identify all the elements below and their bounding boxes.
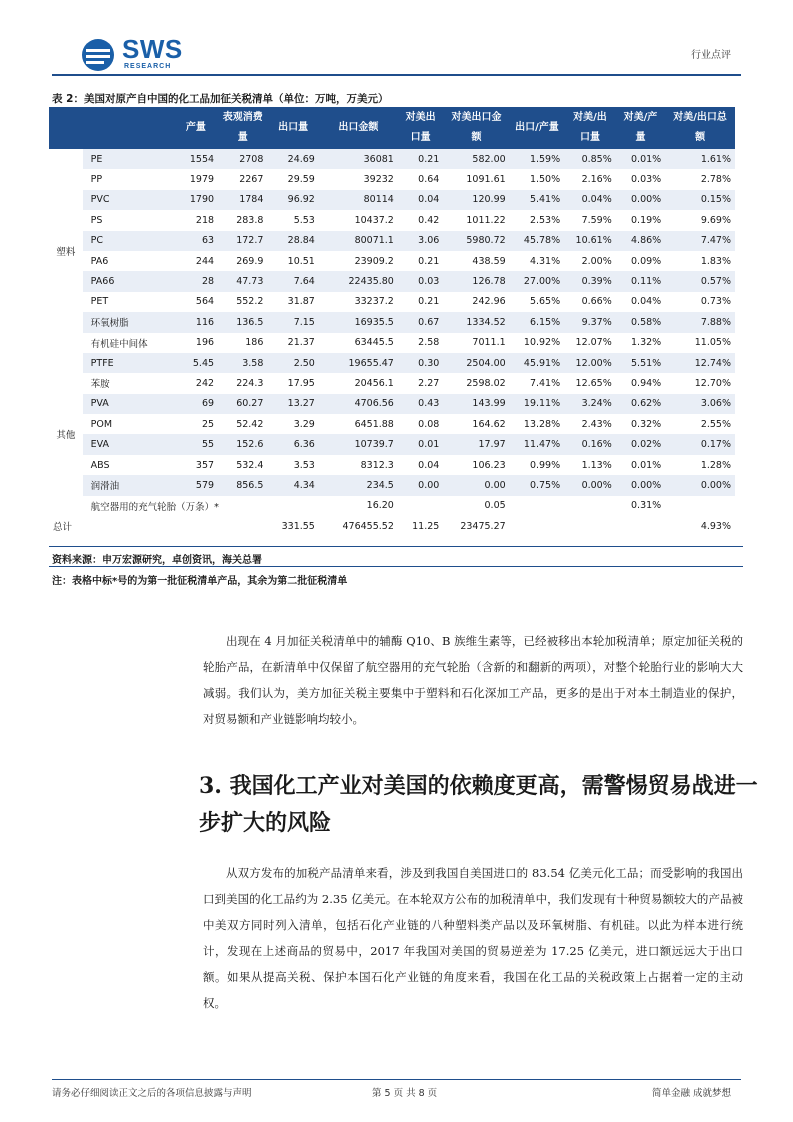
product-cell: 润滑油: [83, 475, 174, 495]
value-cell: 5.53: [267, 210, 318, 230]
value-cell: 4.93%: [665, 516, 735, 536]
value-cell: 0.57%: [665, 271, 735, 291]
table-title: 表 2：美国对原产自中国的化工品加征关税清单（单位：万吨，万美元）: [52, 93, 389, 105]
value-cell: 5.65%: [510, 292, 564, 312]
value-cell: 12.70%: [665, 373, 735, 393]
value-cell: 3.24%: [564, 394, 616, 414]
value-cell: 0.01: [398, 434, 443, 454]
value-cell: 0.09%: [616, 251, 665, 271]
value-cell: 579: [174, 475, 218, 495]
header-cell: 出口量: [267, 107, 318, 149]
section-heading: 3. 我国化工产业对美国的依赖度更高，需警惕贸易战进一步扩大的风险: [199, 773, 758, 836]
value-cell: 0.04: [398, 455, 443, 475]
value-cell: 0.58%: [616, 312, 665, 332]
value-cell: 172.7: [218, 231, 267, 251]
value-cell: 9.37%: [564, 312, 616, 332]
value-cell: 47.73: [218, 271, 267, 291]
value-cell: 3.06%: [665, 394, 735, 414]
value-cell: 13.28%: [510, 414, 564, 434]
value-cell: 25: [174, 414, 218, 434]
value-cell: [564, 516, 616, 536]
value-cell: 0.04%: [616, 292, 665, 312]
value-cell: 136.5: [218, 312, 267, 332]
value-cell: 0.00%: [616, 190, 665, 210]
value-cell: 0.62%: [616, 394, 665, 414]
footer-disclaimer: 请务必仔细阅读正文之后的各项信息披露与声明: [52, 1088, 252, 1099]
product-cell: PS: [83, 210, 174, 230]
product-cell: 有机硅中间体: [83, 333, 174, 353]
value-cell: 0.03%: [616, 169, 665, 189]
value-cell: 186: [218, 333, 267, 353]
value-cell: 12.07%: [564, 333, 616, 353]
value-cell: 0.08: [398, 414, 443, 434]
value-cell: 552.2: [218, 292, 267, 312]
value-cell: 7.15: [267, 312, 318, 332]
value-cell: 10739.7: [319, 434, 398, 454]
value-cell: 3.53: [267, 455, 318, 475]
value-cell: 116: [174, 312, 218, 332]
table-row: [49, 475, 743, 495]
value-cell: 0.39%: [564, 271, 616, 291]
value-cell: 1.61%: [665, 149, 735, 169]
value-cell: 0.42: [398, 210, 443, 230]
value-cell: 10.92%: [510, 333, 564, 353]
value-cell: 4.86%: [616, 231, 665, 251]
value-cell: 0.16%: [564, 434, 616, 454]
value-cell: 80114: [319, 190, 398, 210]
value-cell: 1.13%: [564, 455, 616, 475]
value-cell: 69: [174, 394, 218, 414]
value-cell: 152.6: [218, 434, 267, 454]
value-cell: 7.59%: [564, 210, 616, 230]
value-cell: 2598.02: [443, 373, 509, 393]
value-cell: 6.36: [267, 434, 318, 454]
value-cell: 27.00%: [510, 271, 564, 291]
value-cell: 4.34: [267, 475, 318, 495]
table-source: 资料来源：申万宏源研究，卓创资讯，海关总署: [52, 555, 262, 566]
value-cell: 16.20: [319, 496, 398, 516]
value-cell: 224.3: [218, 373, 267, 393]
header-cell: 对美/产量: [616, 107, 665, 149]
table-note: 注：表格中标*号的为第一批征税清单产品，其余为第二批征税清单: [52, 576, 348, 587]
tariff-table: [49, 107, 743, 536]
value-cell: 23909.2: [319, 251, 398, 271]
value-cell: 0.04%: [564, 190, 616, 210]
value-cell: 12.74%: [665, 353, 735, 373]
value-cell: 244: [174, 251, 218, 271]
table-row: [49, 271, 743, 291]
table-row: [49, 190, 743, 210]
product-cell: POM: [83, 414, 174, 434]
table-row: [49, 251, 743, 271]
value-cell: 0.67: [398, 312, 443, 332]
value-cell: 2.27: [398, 373, 443, 393]
paragraph-1: 出现在 4 月加征关税清单中的辅酶 Q10、B 族维生素等，已经被移出本轮加税清单；原定加征关税的轮胎产品，在新清单中仅保留了航空器用的充气轮胎（含新的和翻新的两项），对整个轮胎行业的影响大大减弱。我们认为，美方加征关税主要集中于塑料和石化深加工产品，更多的是出于对本土制造业的保护，对贸易额和产业链影响均较小。: [203, 634, 743, 726]
value-cell: 5.51%: [616, 353, 665, 373]
table-row: [49, 414, 743, 434]
value-cell: 12.65%: [564, 373, 616, 393]
page-number: 第 5 页 共 8 页: [372, 1088, 438, 1099]
value-cell: 52.42: [218, 414, 267, 434]
table-header-row: [49, 107, 743, 149]
value-cell: 106.23: [443, 455, 509, 475]
value-cell: 476455.52: [319, 516, 398, 536]
value-cell: 11.47%: [510, 434, 564, 454]
value-cell: 0.01%: [616, 455, 665, 475]
value-cell: 29.59: [267, 169, 318, 189]
value-cell: 2708: [218, 149, 267, 169]
value-cell: 0.99%: [510, 455, 564, 475]
table-row-total: [49, 516, 743, 536]
product-cell: ABS: [83, 455, 174, 475]
value-cell: 10.61%: [564, 231, 616, 251]
value-cell: 2267: [218, 169, 267, 189]
value-cell: 0.11%: [616, 271, 665, 291]
table-row: [49, 434, 743, 454]
value-cell: 45.91%: [510, 353, 564, 373]
value-cell: 234.5: [319, 475, 398, 495]
value-cell: [616, 516, 665, 536]
value-cell: 45.78%: [510, 231, 564, 251]
value-cell: 0.00%: [665, 475, 735, 495]
value-cell: 7011.1: [443, 333, 509, 353]
product-cell: PVC: [83, 190, 174, 210]
value-cell: 1.28%: [665, 455, 735, 475]
value-cell: 0.05: [443, 496, 509, 516]
footer-slogan: 简单金融 成就梦想: [651, 1088, 731, 1099]
table-row: [49, 292, 743, 312]
value-cell: [510, 496, 564, 516]
table-row: [49, 231, 743, 251]
product-cell: PP: [83, 169, 174, 189]
header-cell: 表观消费量: [218, 107, 267, 149]
value-cell: 0.73%: [665, 292, 735, 312]
total-label: 总计: [49, 516, 174, 536]
value-cell: 31.87: [267, 292, 318, 312]
value-cell: 24.69: [267, 149, 318, 169]
value-cell: 80071.1: [319, 231, 398, 251]
value-cell: [398, 496, 443, 516]
value-cell: 242: [174, 373, 218, 393]
table-row: [49, 373, 743, 393]
value-cell: 0.21: [398, 292, 443, 312]
value-cell: 2.00%: [564, 251, 616, 271]
source-divider: [49, 566, 743, 567]
value-cell: 1979: [174, 169, 218, 189]
value-cell: 39232: [319, 169, 398, 189]
value-cell: 532.4: [218, 455, 267, 475]
table-row: [49, 394, 743, 414]
value-cell: 1.32%: [616, 333, 665, 353]
value-cell: 0.17%: [665, 434, 735, 454]
value-cell: 0.32%: [616, 414, 665, 434]
value-cell: 63: [174, 231, 218, 251]
value-cell: [665, 496, 735, 516]
value-cell: 2.78%: [665, 169, 735, 189]
value-cell: 19.11%: [510, 394, 564, 414]
value-cell: 0.31%: [616, 496, 665, 516]
header-cell: 对美出口金额: [443, 107, 509, 149]
value-cell: 19655.47: [319, 353, 398, 373]
value-cell: 6.15%: [510, 312, 564, 332]
value-cell: 0.00: [398, 475, 443, 495]
value-cell: 2.55%: [665, 414, 735, 434]
value-cell: 2504.00: [443, 353, 509, 373]
value-cell: 0.15%: [665, 190, 735, 210]
value-cell: 1334.52: [443, 312, 509, 332]
value-cell: 357: [174, 455, 218, 475]
value-cell: 143.99: [443, 394, 509, 414]
table-row: [49, 210, 743, 230]
value-cell: 1.83%: [665, 251, 735, 271]
value-cell: 331.55: [267, 516, 318, 536]
value-cell: 36081: [319, 149, 398, 169]
header-divider: [52, 74, 741, 76]
value-cell: 1554: [174, 149, 218, 169]
value-cell: 0.04: [398, 190, 443, 210]
product-cell: EVA: [83, 434, 174, 454]
value-cell: 7.47%: [665, 231, 735, 251]
value-cell: 1091.61: [443, 169, 509, 189]
value-cell: 283.8: [218, 210, 267, 230]
value-cell: 242.96: [443, 292, 509, 312]
value-cell: 126.78: [443, 271, 509, 291]
value-cell: 1790: [174, 190, 218, 210]
header-cell: 对美/出口量: [564, 107, 616, 149]
product-cell: PA66: [83, 271, 174, 291]
value-cell: 0.85%: [564, 149, 616, 169]
value-cell: 5.41%: [510, 190, 564, 210]
value-cell: 0.19%: [616, 210, 665, 230]
value-cell: 0.64: [398, 169, 443, 189]
table-row-aviation: [49, 496, 743, 516]
value-cell: 269.9: [218, 251, 267, 271]
value-cell: 196: [174, 333, 218, 353]
value-cell: 0.75%: [510, 475, 564, 495]
product-cell: PVA: [83, 394, 174, 414]
header-cell: 出口金额: [319, 107, 398, 149]
footer-divider: [52, 1079, 741, 1080]
value-cell: 60.27: [218, 394, 267, 414]
value-cell: 16935.5: [319, 312, 398, 332]
value-cell: 7.41%: [510, 373, 564, 393]
value-cell: 0.21: [398, 251, 443, 271]
value-cell: 3.29: [267, 414, 318, 434]
header-cell: [83, 107, 174, 149]
value-cell: 2.50: [267, 353, 318, 373]
value-cell: 10.51: [267, 251, 318, 271]
value-cell: 0.00: [443, 475, 509, 495]
value-cell: 7.88%: [665, 312, 735, 332]
category-plastics: 塑料: [49, 149, 83, 353]
header-cell: 对美出口量: [398, 107, 443, 149]
value-cell: 10437.2: [319, 210, 398, 230]
value-cell: 21.37: [267, 333, 318, 353]
value-cell: 11.25: [398, 516, 443, 536]
value-cell: 0.02%: [616, 434, 665, 454]
value-cell: 23475.27: [443, 516, 509, 536]
value-cell: 0.00%: [564, 475, 616, 495]
header-cell: 出口/产量: [510, 107, 564, 149]
value-cell: [564, 496, 616, 516]
value-cell: 218: [174, 210, 218, 230]
value-cell: 1784: [218, 190, 267, 210]
value-cell: 3.06: [398, 231, 443, 251]
product-cell: PTFE: [83, 353, 174, 373]
logo-text: SWS: [122, 34, 183, 64]
header-cell: 产量: [174, 107, 218, 149]
value-cell: 4706.56: [319, 394, 398, 414]
value-cell: 17.97: [443, 434, 509, 454]
table-row: [49, 149, 743, 169]
value-cell: 0.94%: [616, 373, 665, 393]
value-cell: 1.50%: [510, 169, 564, 189]
value-cell: 0.21: [398, 149, 443, 169]
value-cell: [174, 516, 218, 536]
product-cell: PE: [83, 149, 174, 169]
header-cell: [49, 107, 83, 149]
header-cell: 对美/出口总额: [665, 107, 735, 149]
value-cell: [267, 496, 318, 516]
value-cell: [510, 516, 564, 536]
table-row: [49, 312, 743, 332]
value-cell: 20456.1: [319, 373, 398, 393]
table-row: [49, 455, 743, 475]
aviation-tire-label: 航空器用的充气轮胎（万条）*: [83, 496, 268, 516]
category-other: 其他: [49, 353, 83, 516]
product-cell: PC: [83, 231, 174, 251]
value-cell: 2.43%: [564, 414, 616, 434]
value-cell: 164.62: [443, 414, 509, 434]
value-cell: 7.64: [267, 271, 318, 291]
value-cell: 0.00%: [616, 475, 665, 495]
value-cell: 2.16%: [564, 169, 616, 189]
value-cell: 5.45: [174, 353, 218, 373]
value-cell: 5980.72: [443, 231, 509, 251]
product-cell: 苯胺: [83, 373, 174, 393]
value-cell: 6451.88: [319, 414, 398, 434]
value-cell: 8312.3: [319, 455, 398, 475]
value-cell: 438.59: [443, 251, 509, 271]
product-cell: 环氧树脂: [83, 312, 174, 332]
value-cell: 0.66%: [564, 292, 616, 312]
value-cell: 0.03: [398, 271, 443, 291]
value-cell: 856.5: [218, 475, 267, 495]
value-cell: 4.31%: [510, 251, 564, 271]
value-cell: 28.84: [267, 231, 318, 251]
value-cell: 120.99: [443, 190, 509, 210]
table-bottom-rule: [49, 546, 743, 547]
table-row: [49, 353, 743, 373]
product-cell: PA6: [83, 251, 174, 271]
table-row: [49, 333, 743, 353]
value-cell: 582.00: [443, 149, 509, 169]
value-cell: 17.95: [267, 373, 318, 393]
value-cell: 0.01%: [616, 149, 665, 169]
logo-subtext: RESEARCH: [124, 63, 172, 70]
value-cell: [735, 496, 743, 516]
value-cell: 33237.2: [319, 292, 398, 312]
value-cell: 2.58: [398, 333, 443, 353]
value-cell: 1.59%: [510, 149, 564, 169]
value-cell: 9.69%: [665, 210, 735, 230]
report-type: 行业点评: [691, 50, 731, 61]
value-cell: 55: [174, 434, 218, 454]
value-cell: 13.27: [267, 394, 318, 414]
value-cell: 0.43: [398, 394, 443, 414]
product-cell: PET: [83, 292, 174, 312]
value-cell: 3.58: [218, 353, 267, 373]
value-cell: [218, 516, 267, 536]
value-cell: 11.05%: [665, 333, 735, 353]
value-cell: 28: [174, 271, 218, 291]
value-cell: 1011.22: [443, 210, 509, 230]
value-cell: 564: [174, 292, 218, 312]
value-cell: 63445.5: [319, 333, 398, 353]
value-cell: 96.92: [267, 190, 318, 210]
paragraph-2: 从双方发布的加税产品清单来看，涉及到我国自美国进口的 83.54 亿美元化工品；而受影响的我国出口到美国的化工品约为 2.35 亿美元。在本轮双方公布的加税清单中，我们发现有十种贸易额较大的产品被中美双方同时列入清单，包括石化产业链的八种塑料类产品以及环氧树脂、有机硅。以此为样本进行统计，发现在上述商品的贸易中，2017 年我国对美国的贸易逆差为 17.25 亿美元，进口额远远大于出口额。如果从提高关税、保护本国石化产业链的角度来看，我国在化工品的关税政策上占据着一定的主动权。: [203, 866, 743, 1010]
table-row: [49, 169, 743, 189]
value-cell: 0.30: [398, 353, 443, 373]
value-cell: 2.53%: [510, 210, 564, 230]
value-cell: 22435.80: [319, 271, 398, 291]
value-cell: 12.00%: [564, 353, 616, 373]
